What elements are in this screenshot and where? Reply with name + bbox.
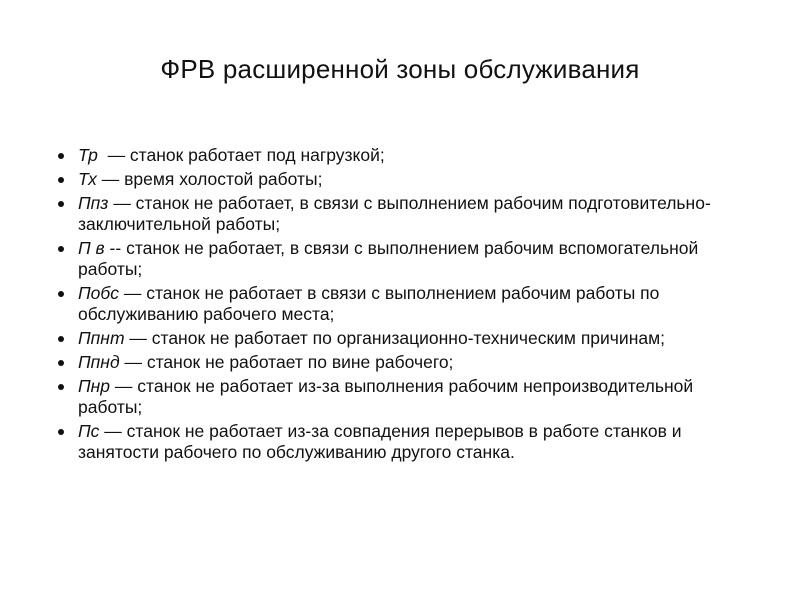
bullet-text: — станок не работает из-за совпадения перерывов в работе станков и занятости рабочего по обслуживанию другого станка.	[78, 421, 682, 462]
bullet-text: — станок не работает из-за выполнения рабочим непроизводительной работы;	[78, 376, 694, 417]
list-item	[58, 421, 758, 463]
list-item	[58, 328, 758, 349]
bullet-list	[58, 145, 758, 466]
bullet-icon	[58, 246, 64, 252]
list-item	[58, 238, 758, 280]
list-item	[58, 145, 758, 166]
bullet-term: Ппнт	[78, 328, 125, 348]
bullet-text: — время холостой работы;	[96, 169, 323, 189]
list-item	[58, 352, 758, 373]
bullet-term: Побс	[78, 283, 120, 303]
list-item	[58, 169, 758, 190]
list-item	[58, 193, 758, 235]
bullet-icon	[58, 201, 64, 207]
bullet-term: Тх	[78, 169, 97, 189]
bullet-text: -- станок не работает, в связи с выполнением рабочим вспомогательной работы;	[78, 238, 699, 279]
bullet-text: — станок работает под нагрузкой;	[97, 145, 385, 165]
bullet-term: Тр	[78, 145, 98, 165]
bullet-icon	[58, 336, 64, 342]
bullet-icon	[58, 429, 64, 435]
bullet-text: — станок не работает, в связи с выполнением рабочим подготовительно-заключительной работы;	[78, 193, 711, 234]
list-item	[58, 283, 758, 325]
bullet-icon	[58, 360, 64, 366]
bullet-icon	[58, 177, 64, 183]
bullet-icon	[58, 384, 64, 390]
bullet-term: Ппз	[78, 193, 109, 213]
bullet-icon	[58, 153, 64, 159]
slide-title: ФРВ расширенной зоны обслуживания	[160, 54, 640, 84]
bullet-text: — станок не работает в связи с выполнением рабочим работы по обслуживанию рабочего места;	[78, 283, 660, 324]
bullet-term: Пнр	[78, 376, 111, 396]
bullet-term: П в	[78, 238, 105, 258]
bullet-text: — станок не работает по вине рабочего;	[119, 352, 454, 372]
bullet-text: — станок не работает по организационно-техническим причинам;	[124, 328, 665, 348]
bullet-term: Ппнд	[78, 352, 120, 372]
bullet-icon	[58, 291, 64, 297]
list-item	[58, 376, 758, 418]
bullet-term: Пс	[78, 421, 100, 441]
